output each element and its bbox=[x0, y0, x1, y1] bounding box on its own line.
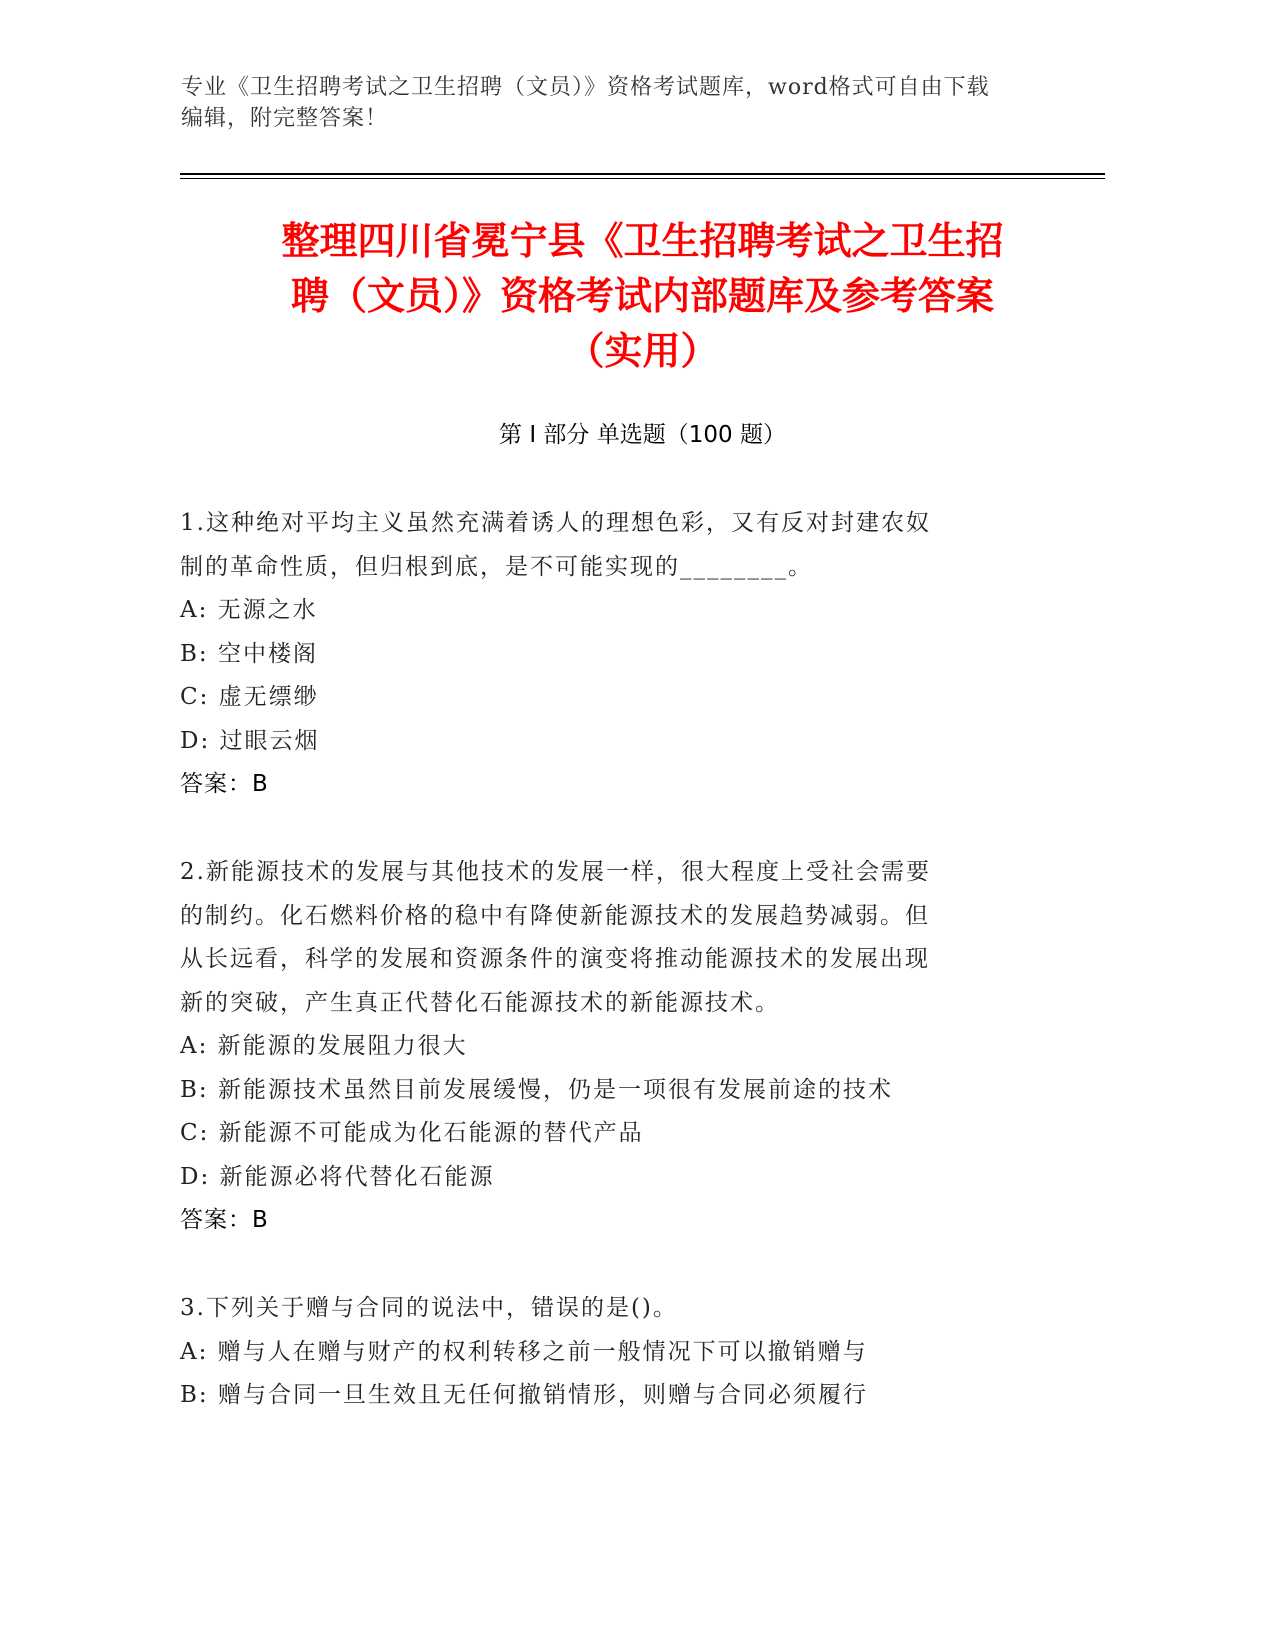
answer-label: 答案：B bbox=[180, 1207, 269, 1233]
option-b: B: 新能源技术虽然目前发展缓慢，仍是一项很有发展前途的技术 bbox=[180, 1076, 893, 1103]
option-d: D: 新能源必将代替化石能源 bbox=[180, 1163, 495, 1190]
header-rule-thin bbox=[180, 178, 1105, 179]
stem-line: 新的突破，产生真正代替化石能源技术的新能源技术。 bbox=[180, 989, 780, 1016]
stem-line: 3.下列关于赠与合同的说法中，错误的是()。 bbox=[180, 1295, 678, 1321]
question-2 bbox=[180, 851, 1060, 1243]
stem-line: 的制约。化石燃料价格的稳中有降使新能源技术的发展趋势减弱。但 bbox=[180, 902, 930, 929]
option-b: B: 赠与合同一旦生效且无任何撤销情形，则赠与合同必须履行 bbox=[180, 1382, 868, 1408]
title-line-2: 聘（文员）》资格考试内部题库及参考答案 bbox=[290, 274, 994, 318]
stem-line: 从长远看，科学的发展和资源条件的演变将推动能源技术的发展出现 bbox=[180, 946, 930, 972]
stem-line: 制的革命性质，但归根到底，是不可能实现的________。 bbox=[180, 553, 813, 580]
answer-label: 答案：B bbox=[180, 771, 269, 797]
question-1 bbox=[180, 502, 1060, 807]
option-d: D: 过眼云烟 bbox=[180, 727, 320, 754]
option-c: C: 虚无缥缈 bbox=[180, 684, 319, 710]
title-line-3: （实用） bbox=[566, 329, 719, 373]
stem-line: 1.这种绝对平均主义虽然充满着诱人的理想色彩，又有反对封建农奴 bbox=[180, 510, 931, 536]
title-line-1: 整理四川省冕宁县《卫生招聘考试之卫生招 bbox=[281, 219, 1004, 263]
question-3 bbox=[180, 1287, 1060, 1418]
option-a: A: 新能源的发展阻力很大 bbox=[180, 1033, 468, 1059]
question-stem bbox=[180, 1287, 1060, 1331]
header-note-line-2: 编辑，附完整答案！ bbox=[181, 106, 389, 131]
option-a: A: 无源之水 bbox=[180, 597, 318, 623]
option-a: A: 赠与人在赠与财产的权利转移之前一般情况下可以撤销赠与 bbox=[180, 1338, 868, 1365]
option-c: C: 新能源不可能成为化石能源的替代产品 bbox=[180, 1120, 644, 1146]
question-stem bbox=[180, 502, 1060, 589]
question-stem bbox=[180, 851, 1060, 1025]
header-note-line-1: 专业《卫生招聘考试之卫生招聘（文员）》资格考试题库，word格式可自由下载 bbox=[181, 75, 990, 100]
stem-line: 2.新能源技术的发展与其他技术的发展一样，很大程度上受社会需要 bbox=[180, 859, 931, 885]
header-note bbox=[181, 72, 1061, 134]
header-rule-thick bbox=[180, 173, 1105, 175]
document-title bbox=[180, 214, 1105, 379]
section-title: 第 I 部分 单选题（100 题） bbox=[499, 422, 786, 448]
option-b: B: 空中楼阁 bbox=[180, 640, 318, 667]
